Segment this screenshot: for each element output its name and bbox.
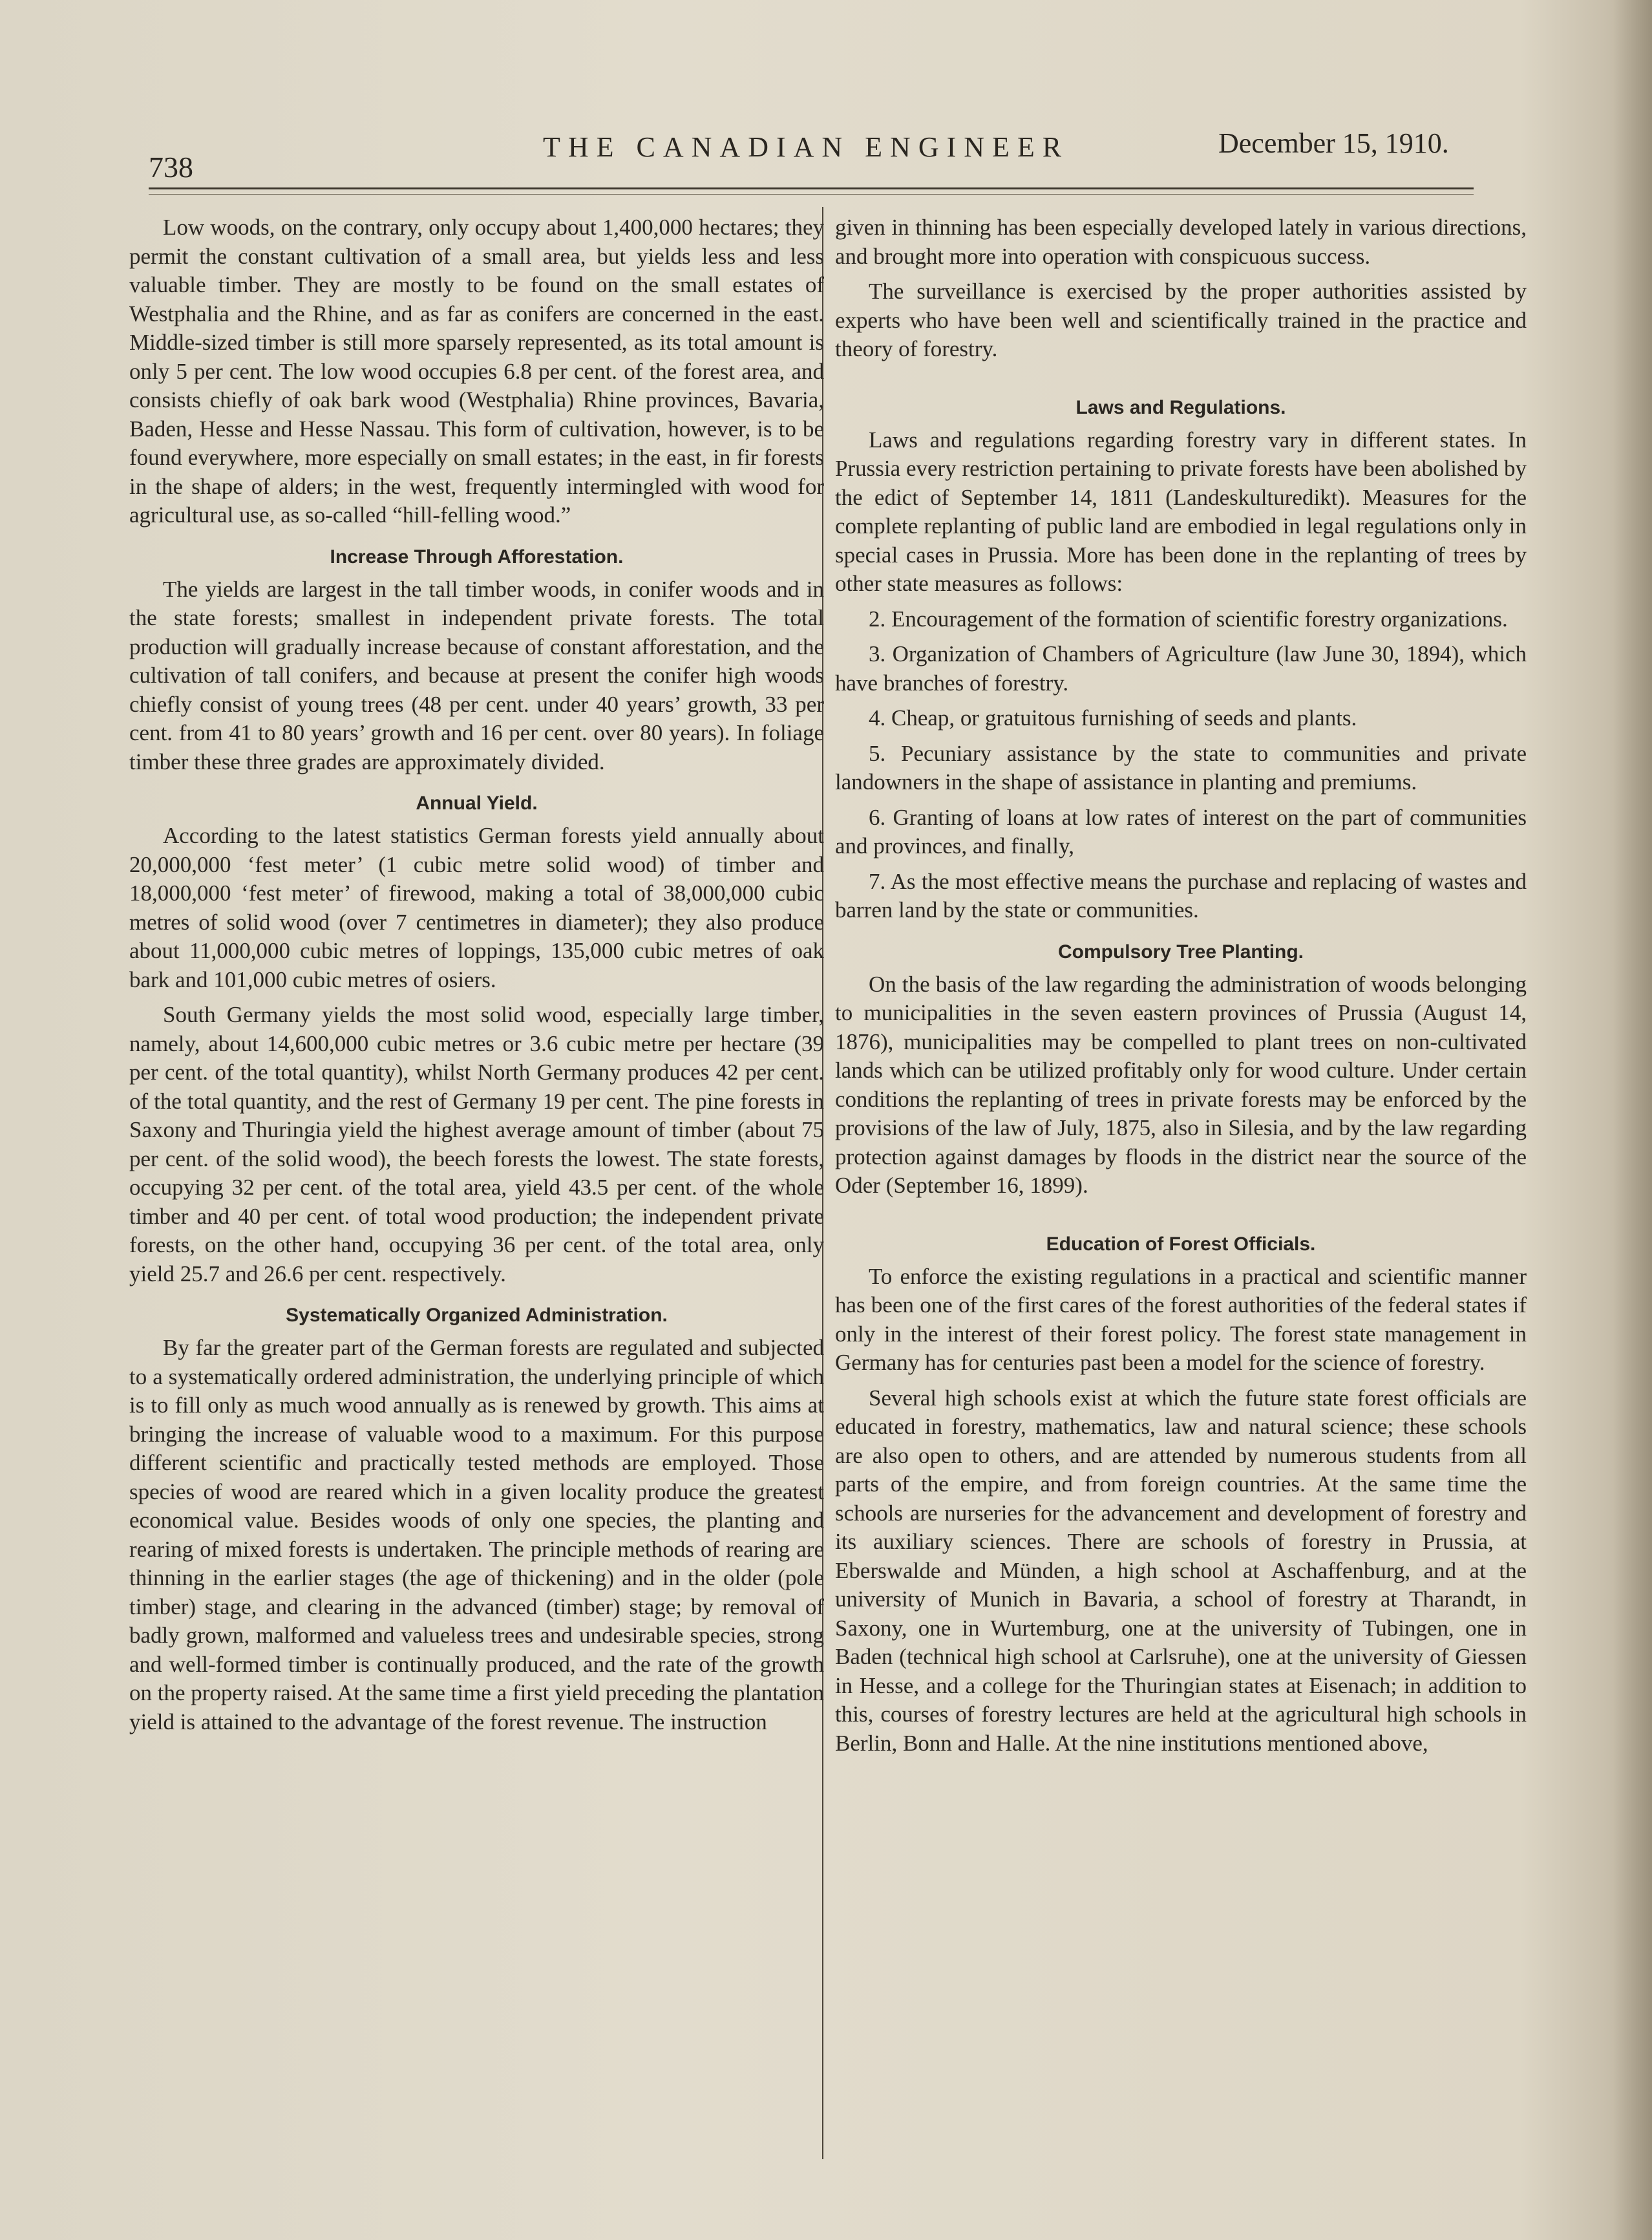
list-item: 4. Cheap, or gratuitous furnishing of seeds and plants. — [869, 705, 1357, 731]
paragraph-high-schools: Several high schools exist at which the future state forest officials are educated in forestry, mathematics, law and natural science; these schools are also open to others, and are attended by numerous students from all parts of the empire, and from foreign countries. At the same time the schools are nurseries for the advancement and development of forestry and its auxiliary sciences. There are schools of forestry in Prussia, at Eberswalde and Münden, a high school at Aschaffenburg, and at the university of Munich in Bavaria, a school of forestry at Tharandt, in Saxony, one in Wurtemburg, one at the university of Tubingen, one in Baden (technical high school at Carlsruhe), one at the university of Giessen in Hesse, and a college for the Thuringian states at Eisenach; in addition to this, courses of forestry lectures are held at the agricultural high schools in Berlin, Bonn and Halle. At the nine institutions mentioned above, — [835, 1385, 1527, 1756]
paragraph-surveillance: The surveillance is exercised by the proper authorities assisted by experts who have been well and scientifically trained in the practice and theory of forestry. — [835, 279, 1527, 361]
left-column — [129, 213, 824, 1743]
list-item: 7. As the most effective means the purchase and replacing of wastes and barren land by the state or communities. — [835, 868, 1527, 923]
heading-compulsory-planting: Compulsory Tree Planting. — [1057, 941, 1304, 963]
paragraph-laws: Laws and regulations regarding forestry vary in different states. In Prussia every restriction pertaining to private forests have been abolished by the edict of September 14, 1811 (Landeskulturedikt). Measures for the complete replanting of public land are embodied in legal regulations only in special cases in Prussia. More has been done in the replanting of trees by other state measures as follows: — [835, 427, 1527, 596]
heading-laws-regulations: Laws and Regulations. — [1075, 396, 1286, 418]
heading-education: Education of Forest Officials. — [1046, 1233, 1316, 1255]
header-rule-thin — [149, 194, 1474, 195]
journal-title: THE CANADIAN ENGINEER — [543, 131, 1070, 163]
list-item: 6. Granting of loans at low rates of interest on the part of communities and provinces, and finally, — [835, 804, 1527, 859]
paragraph-administration: By far the greater part of the German forests are regulated and subjected to a systematically ordered administration, the underlying principle of which is to fill only as much wood annually as is renewed by growth. This aims at bringing the increase of valuable wood to a maximum. For this purpose different scientific and practically tested methods are employed. Those species of wood are reared which in a given locality produce the greatest economical value. Besides woods of only one species, the planting and rearing of mixed forests is undertaken. The principle methods of rearing are thinning in the earlier stages (the age of thickening) and in the older (pole timber) stage, and clearing in the advanced (timber) stage; by removal of badly grown, malformed and valueless trees and undesirable species, strong and well-formed timber is continually produced, and the rate of the growth on the property raised. At the same time a first yield preceding the plantation yield is attained to the advantage of the forest revenue. The instruction — [129, 1335, 824, 1734]
list-item: 2. Encouragement of the formation of scientific forestry organizations. — [869, 606, 1508, 632]
list-item: 3. Organization of Chambers of Agriculture (law June 30, 1894), which have branches of forestry. — [835, 641, 1527, 696]
page-number: 738 — [149, 151, 193, 184]
paragraph-south-germany: South Germany yields the most solid wood, especially large timber, namely, about 14,600,000 cubic metres or 3.6 cubic metre per hectare (39 per cent. of the total quantity), whilst North Germany produces 42 per cent. of the total quantity, and the rest of Germany 19 per cent. The pine forests in Saxony and Thuringia yield the highest average amount of timber (about 75 per cent. of the solid wood), the beech forests the lowest. The state forests, occupying 32 per cent. of the total area, yield 43.5 per cent. of the whole timber and 40 per cent. of total wood production; the independent private forests, on the other hand, occupying 36 per cent. of the total area, only yield 25.7 and 26.6 per cent. respectively. — [129, 1002, 824, 1286]
paragraph-compulsory: On the basis of the law regarding the administration of woods belonging to municipalities in the seven eastern provinces of Prussia (August 14, 1876), municipalities may be compelled to plant trees on non-cultivated lands which can be utilized profitably only for wood culture. Under certain conditions the replanting of trees in private forests may be enforced by the provisions of the law of July, 1875, also in Silesia, and by the law regarding protection against damages by floods in the district near the source of the Oder (September 16, 1899). — [835, 971, 1527, 1198]
header-rule — [149, 187, 1474, 189]
page-edge-shadow — [1613, 0, 1652, 2240]
right-column — [835, 213, 1527, 1764]
page-header — [149, 116, 1474, 187]
paragraph-yields: The yields are largest in the tall timber woods, in conifer woods and in the state forests; smallest in independent private forests. The total production will gradually increase because of constant afforestation, and the cultivation of tall conifers, and because at present the conifer high woods chiefly consist of young trees (48 per cent. under 40 years’ growth, 33 per cent. from 41 to 80 years’ growth and 16 per cent. over 80 years). In foliage timber these three grades are approximately divided. — [129, 576, 824, 774]
heading-increase-afforestation: Increase Through Afforestation. — [330, 546, 624, 568]
paragraph-education: To enforce the existing regulations in a practical and scientific manner has been one of the first cares of the forest authorities of the federal states if only in the interest of their forest policy. The forest state management in Germany has for centuries past been a model for the science of forestry. — [835, 1263, 1527, 1375]
heading-annual-yield: Annual Yield. — [416, 793, 538, 814]
paragraph-statistics: According to the latest statistics German forests yield annually about 20,000,000 ‘fest meter’ (1 cubic metre solid wood) of timber and 18,000,000 ‘fest meter’ of firewood, making a total of 38,000,000 cubic metres of solid wood (over 7 centimetres in diameter); they also produce about 11,000,000 cubic metres of loppings, 135,000 cubic metres of oak bark and 101,000 cubic metres of osiers. — [129, 823, 824, 992]
list-item: 5. Pecuniary assistance by the state to communities and private landowners in the shape of assistance in planting and premiums. — [835, 740, 1527, 795]
paragraph-thinning: given in thinning has been especially developed lately in various directions, and brought more into operation with conspicuous success. — [835, 215, 1527, 269]
heading-administration: Systematically Organized Administration. — [286, 1305, 668, 1326]
paragraph-low-woods: Low woods, on the contrary, only occupy about 1,400,000 hectares; they permit the constant cultivation of a small area, but yields less and less valuable timber. They are mostly to be found on the small estates of Westphalia and the Rhine, and as far as conifers are concerned in the east. Middle-sized timber is still more sparsely represented, as its total amount is only 5 per cent. The low wood occupies 6.8 per cent. of the forest area, and consists chiefly of oak bark wood (Westphalia) Rhine provinces, Bavaria, Baden, Hesse and Hesse Nassau. This form of cultivation, however, is to be found everywhere, more especially on small estates; in the east, in fir forests in the shape of alders; in the west, frequently intermingled with wood for agricultural use, as so-called “hill-felling wood.” — [129, 215, 824, 528]
issue-date: December 15, 1910. — [1218, 127, 1449, 159]
